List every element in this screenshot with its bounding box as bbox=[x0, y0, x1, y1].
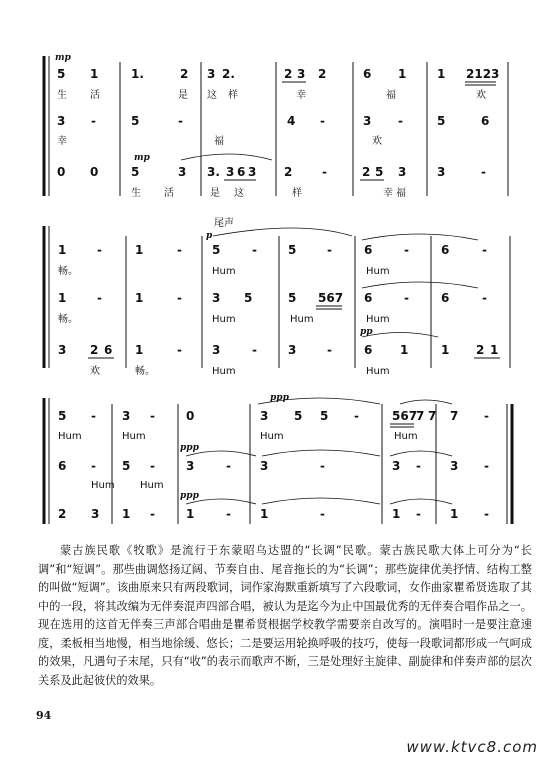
note: 2 bbox=[58, 507, 67, 521]
note: 3 bbox=[57, 114, 66, 128]
note: - bbox=[482, 291, 487, 305]
note: - bbox=[150, 507, 155, 521]
lyric: Hum bbox=[366, 266, 390, 277]
note: - bbox=[320, 114, 325, 128]
note: - bbox=[484, 409, 489, 423]
lyric: 这 bbox=[207, 90, 217, 101]
note: 5 bbox=[288, 291, 297, 305]
note: - bbox=[416, 507, 421, 521]
system-3 bbox=[44, 393, 512, 524]
note: 7 bbox=[416, 409, 425, 423]
note: - bbox=[252, 243, 257, 257]
lyric: 幸 bbox=[296, 90, 306, 101]
note: 3 bbox=[212, 343, 221, 357]
note: - bbox=[322, 165, 327, 179]
note: 1 bbox=[135, 243, 144, 257]
system-1 bbox=[44, 53, 508, 199]
lyric: Hum bbox=[394, 431, 418, 442]
note: 3 bbox=[260, 409, 269, 423]
lyric: 生 bbox=[57, 90, 67, 101]
lyric: Hum bbox=[366, 366, 390, 377]
note: 5 bbox=[437, 114, 446, 128]
note: - bbox=[481, 165, 486, 179]
note: 3 bbox=[178, 165, 187, 179]
note: 1 bbox=[490, 343, 499, 357]
note: - bbox=[150, 409, 155, 423]
system-2 bbox=[44, 216, 510, 377]
note: 2 bbox=[90, 343, 99, 357]
note: 2 bbox=[284, 67, 293, 81]
lyric: 畅。 bbox=[135, 366, 155, 377]
note: 3 bbox=[437, 165, 446, 179]
note: 1 bbox=[450, 507, 459, 521]
dynamic-mark: p bbox=[206, 231, 213, 241]
note: 2 bbox=[284, 165, 293, 179]
lyric: Hum bbox=[260, 431, 284, 442]
note: 2123 bbox=[466, 67, 500, 81]
note: - bbox=[150, 459, 155, 473]
dynamic-mark: ppp bbox=[180, 443, 199, 453]
note: 6 bbox=[363, 67, 372, 81]
lyric: Hum bbox=[212, 266, 236, 277]
note: - bbox=[354, 409, 359, 423]
note: - bbox=[91, 459, 96, 473]
note: - bbox=[416, 459, 421, 473]
note: 6 bbox=[364, 243, 373, 257]
note: 6 bbox=[441, 243, 450, 257]
note: - bbox=[482, 243, 487, 257]
note: - bbox=[320, 507, 325, 521]
dynamic-mark: mp bbox=[55, 53, 71, 63]
lyric: 欢 bbox=[372, 136, 382, 147]
note: 567 bbox=[392, 409, 418, 423]
note: 3 bbox=[207, 67, 216, 81]
lyric: Hum bbox=[122, 431, 146, 442]
lyric: 样 bbox=[292, 188, 302, 199]
dynamic-mark: mp bbox=[134, 153, 150, 163]
note: - bbox=[484, 459, 489, 473]
note: 7 bbox=[428, 409, 437, 423]
lyric: 福 bbox=[396, 188, 406, 199]
note: - bbox=[178, 114, 183, 128]
note: 1 bbox=[441, 343, 450, 357]
lyric: 幸 bbox=[57, 136, 67, 147]
lyric: Hum bbox=[140, 480, 164, 491]
lyric: Hum bbox=[212, 314, 236, 325]
lyric: 欢 bbox=[90, 366, 100, 377]
note: 1 bbox=[58, 243, 67, 257]
note: - bbox=[91, 114, 96, 128]
note: 5 bbox=[244, 291, 253, 305]
note: 3 bbox=[260, 459, 269, 473]
note: 567 bbox=[318, 291, 344, 305]
note: 3 bbox=[392, 459, 401, 473]
note: 1 bbox=[392, 507, 401, 521]
note: 5 bbox=[375, 165, 384, 179]
note: - bbox=[327, 243, 332, 257]
lyric: 畅。 bbox=[58, 314, 78, 325]
note: - bbox=[97, 243, 102, 257]
note: 7 bbox=[450, 409, 459, 423]
lyric: Hum bbox=[366, 314, 390, 325]
lyric: Hum bbox=[290, 314, 314, 325]
note: - bbox=[484, 507, 489, 521]
note: 1 bbox=[58, 291, 67, 305]
note: - bbox=[177, 243, 182, 257]
coda-label: 尾声 bbox=[214, 218, 234, 229]
note: 5 bbox=[320, 409, 329, 423]
note: - bbox=[97, 291, 102, 305]
note: 2. bbox=[222, 67, 235, 81]
note: 6 bbox=[104, 343, 113, 357]
lyric: 是 bbox=[178, 90, 188, 101]
note: 3 bbox=[186, 459, 195, 473]
note: 1 bbox=[90, 67, 99, 81]
note: 1 bbox=[260, 507, 269, 521]
note: 1. bbox=[131, 67, 144, 81]
lyric: 样 bbox=[228, 90, 238, 101]
note: 3 bbox=[91, 507, 100, 521]
note: - bbox=[226, 507, 231, 521]
note: 5 bbox=[288, 243, 297, 257]
note: - bbox=[404, 243, 409, 257]
note: - bbox=[252, 343, 257, 357]
note: 3 bbox=[288, 343, 297, 357]
note: - bbox=[404, 291, 409, 305]
lyric: Hum bbox=[58, 431, 82, 442]
note: 5 bbox=[131, 114, 140, 128]
note: 2 bbox=[318, 67, 327, 81]
note: 5 bbox=[58, 409, 67, 423]
note: 3 bbox=[212, 291, 221, 305]
note: 6 bbox=[364, 343, 373, 357]
note: 0 bbox=[90, 165, 99, 179]
note: 3 bbox=[363, 114, 372, 128]
lyric: 这 bbox=[234, 188, 244, 199]
note: 3 bbox=[226, 165, 235, 179]
note: 0 bbox=[186, 409, 195, 423]
lyric: 活 bbox=[164, 188, 174, 199]
note: 3 bbox=[297, 67, 306, 81]
note: 1 bbox=[400, 343, 409, 357]
note: 1 bbox=[398, 67, 407, 81]
note: 1 bbox=[437, 67, 446, 81]
lyric: 幸 bbox=[383, 188, 393, 199]
note: 6 bbox=[364, 291, 373, 305]
note: 3 bbox=[450, 459, 459, 473]
description-paragraph: 蒙古族民歌《牧歌》是流行于东蒙昭乌达盟的“长调”民歌。蒙古族民歌大体上可分为“长调”和“短调”。那些曲调悠扬辽阔、节奏自由、尾音拖长的为“长调”；那些旋律优美抒情、结构工整的叫做“短调”。该曲原来只有两段歌词，词作家海默重新填写了六段歌词，女作曲家瞿希贤选取了其中的一段，将其改编为无伴奏混声四部合唱，被认为是迄今为止中国最优秀的无伴奏合唱作品之一。现在选用的这首无伴奏三声部合唱曲是瞿希贤根据学校教学需要亲自改写的。演唱时一是要注意速度，柔板相当地慢，相当地徐缓、悠长；二是要运用轮换呼吸的技巧，使每一段歌词都形成一气呵成的效果，凡遇句子末尾，只有“收”的表示而歌声不断，三是处理好主旋律、副旋律和伴奏声部的层次关系及此起彼伏的效果。 bbox=[38, 544, 532, 687]
note: - bbox=[91, 409, 96, 423]
lyric: 福 bbox=[386, 90, 396, 101]
dynamic-mark: ppp bbox=[270, 393, 289, 403]
note: 3 bbox=[122, 409, 131, 423]
note: - bbox=[398, 114, 403, 128]
note: 3. bbox=[207, 165, 220, 179]
lyric: 是 bbox=[210, 188, 220, 199]
note: 0 bbox=[57, 165, 66, 179]
note: - bbox=[177, 291, 182, 305]
note: 6 bbox=[237, 165, 246, 179]
note: 5 bbox=[131, 165, 140, 179]
lyric: 活 bbox=[90, 90, 100, 101]
note: - bbox=[320, 459, 325, 473]
note: 1 bbox=[135, 343, 144, 357]
lyric: 欢 bbox=[476, 90, 486, 101]
note: 1 bbox=[186, 507, 195, 521]
note: 4 bbox=[287, 114, 296, 128]
note: 3 bbox=[58, 343, 67, 357]
lyric: 畅。 bbox=[58, 266, 78, 277]
dynamic-mark: pp bbox=[360, 327, 373, 337]
page-number: 94 bbox=[36, 709, 52, 722]
note: 1 bbox=[122, 507, 131, 521]
note: 5 bbox=[57, 67, 66, 81]
note: - bbox=[226, 459, 231, 473]
note: 5 bbox=[122, 459, 131, 473]
note: 6 bbox=[441, 291, 450, 305]
note: 2 bbox=[362, 165, 371, 179]
lyric: Hum bbox=[212, 366, 236, 377]
note: 3 bbox=[248, 165, 257, 179]
note: 3 bbox=[398, 165, 407, 179]
note: 1 bbox=[135, 291, 144, 305]
lyric: 福 bbox=[214, 136, 224, 147]
note: 5 bbox=[294, 409, 303, 423]
note: 6 bbox=[481, 114, 490, 128]
lyric: Hum bbox=[91, 480, 115, 491]
note: - bbox=[327, 343, 332, 357]
note: 2 bbox=[476, 343, 485, 357]
note: - bbox=[177, 343, 182, 357]
lyric: 生 bbox=[131, 188, 141, 199]
note: 2 bbox=[180, 67, 189, 81]
note: 5 bbox=[212, 243, 221, 257]
dynamic-mark: ppp bbox=[180, 491, 199, 501]
note: 6 bbox=[58, 459, 67, 473]
watermark-url: www.ktvc8.com bbox=[406, 738, 538, 756]
